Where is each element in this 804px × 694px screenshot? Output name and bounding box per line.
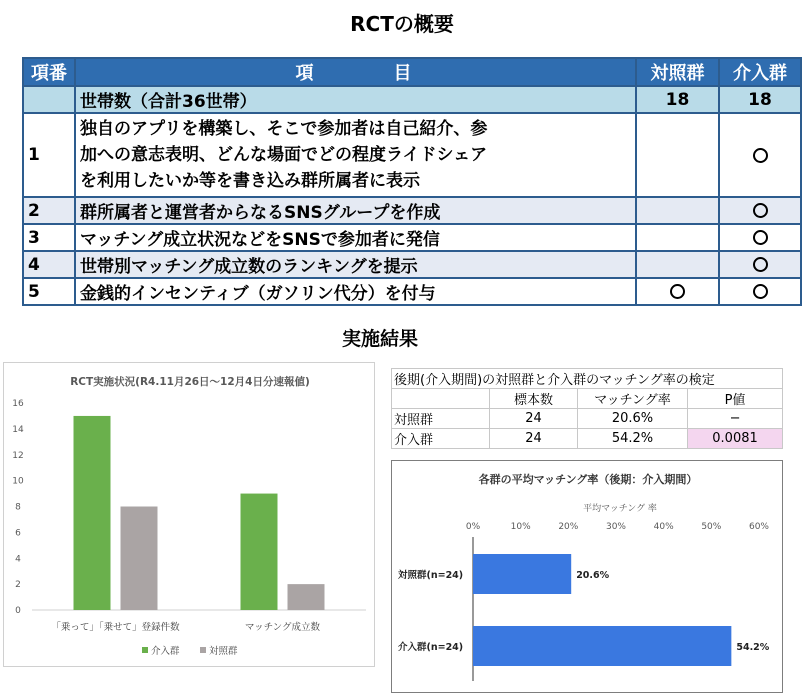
chart-title: RCT実施状況(R4.11月26日〜12月4日分速報値): [70, 376, 310, 388]
matching-rate-chart-svg: [392, 461, 784, 694]
x-tick-label: マッチング成立数: [245, 622, 320, 633]
row-control-cell: [636, 278, 719, 305]
axis-label: 平均マッチング 率: [583, 504, 657, 514]
overview-title: RCTの概要: [350, 12, 454, 36]
row-text-line: 加への意志表明、どんな場面でどの程度ライドシェア: [80, 145, 488, 165]
stats-group: 介入群: [392, 429, 490, 449]
bar: [121, 507, 158, 611]
check-circle-icon: [753, 284, 768, 299]
stats-pvalue: 0.0081: [688, 429, 783, 449]
table-row: [23, 251, 801, 278]
y-tick-label: 0: [15, 606, 21, 616]
chart-legend: [142, 645, 238, 657]
data-label: 20.6%: [576, 570, 610, 581]
header-item: 項目: [75, 58, 636, 86]
row-text: マッチング成立状況などをSNSで参加者に発信: [75, 224, 636, 251]
legend-swatch: [142, 647, 148, 653]
y-tick-label: 8: [15, 502, 21, 513]
x-tick-label: 60%: [748, 522, 770, 532]
table-row: [392, 429, 783, 449]
y-tick-label: 4: [15, 554, 21, 565]
row-number: 4: [23, 251, 75, 278]
row-text: 金銭的インセンティブ（ガソリン代分）を付与: [75, 278, 636, 305]
rct-status-bar-chart: [3, 362, 375, 667]
table-row: [23, 197, 801, 224]
row-text-line: を利用したいか等を書き込み群所属者に表示: [80, 171, 420, 191]
check-circle-icon: [670, 284, 685, 299]
row-number: 1: [23, 113, 75, 197]
row-intervention-cell: [719, 224, 801, 251]
stats-sample: 24: [490, 429, 578, 449]
stats-rate: 54.2%: [578, 429, 688, 449]
stats-rate: 20.6%: [578, 409, 688, 429]
row-number: 3: [23, 224, 75, 251]
y-tick-label: 12: [12, 450, 24, 461]
row-control-cell: [636, 197, 719, 224]
stats-group: 対照群: [392, 409, 490, 429]
bar: [473, 554, 571, 594]
table-header-row: [23, 58, 801, 86]
matching-rate-bar-chart: [391, 460, 783, 693]
rct-status-chart-svg: [4, 363, 376, 668]
y-tick-label: 2: [15, 580, 21, 591]
stats-test-table: [391, 368, 783, 449]
total-num: [23, 86, 75, 113]
table-row: [23, 278, 801, 305]
table-row: [23, 224, 801, 251]
header-number: 項番: [23, 58, 75, 86]
stats-pvalue: −: [688, 409, 783, 429]
data-label: 54.2%: [736, 642, 770, 653]
table-row: [23, 113, 801, 197]
row-intervention-cell: [719, 278, 801, 305]
check-circle-icon: [753, 230, 768, 245]
y-tick-label: 介入群(n=24): [398, 642, 464, 653]
x-tick-label: 50%: [701, 522, 722, 532]
stats-header-blank: [392, 389, 490, 409]
row-number: 2: [23, 197, 75, 224]
stats-header-rate: マッチング率: [578, 389, 688, 409]
chart-bars: [473, 554, 770, 666]
y-tick-label: 対照群(n=24): [398, 570, 464, 581]
x-tick-label: 「乗って」「乗せて」登録件数: [51, 622, 180, 633]
bar: [74, 416, 111, 610]
total-row: [23, 86, 801, 113]
stats-caption: 後期(介入期間)の対照群と介入群のマッチング率の検定: [392, 369, 783, 389]
row-control-cell: [636, 113, 719, 197]
chart-bars: [74, 416, 325, 610]
y-tick-label: 10: [12, 476, 24, 487]
x-tick-label: 20%: [558, 522, 579, 532]
row-text-line: 独自のアプリを構築し、そこで参加者は自己紹介、参: [80, 119, 488, 139]
x-tick-label: 10%: [510, 522, 531, 532]
row-text: [75, 113, 636, 197]
row-number: 5: [23, 278, 75, 305]
stats-caption-row: [392, 369, 783, 389]
row-control-cell: [636, 224, 719, 251]
stats-header-sample: 標本数: [490, 389, 578, 409]
bar: [288, 584, 325, 610]
total-intervention: 18: [719, 86, 801, 113]
stats-header-row: [392, 389, 783, 409]
row-intervention-cell: [719, 197, 801, 224]
row-intervention-cell: [719, 251, 801, 278]
results-title: 実施結果: [341, 328, 418, 350]
row-control-cell: [636, 251, 719, 278]
header-control: 対照群: [636, 58, 719, 86]
stats-sample: 24: [490, 409, 578, 429]
bar: [241, 494, 278, 610]
total-control: 18: [636, 86, 719, 113]
row-intervention-cell: [719, 113, 801, 197]
y-tick-label: 14: [12, 424, 24, 435]
legend-label: 対照群: [209, 646, 238, 657]
chart-title: 各群の平均マッチング率（後期：介入期間）: [478, 473, 698, 486]
x-tick-label: 40%: [653, 522, 674, 532]
bar: [473, 626, 731, 666]
row-text: 群所属者と運営者からなるSNSグループを作成: [75, 197, 636, 224]
legend-label: 介入群: [151, 646, 180, 657]
x-tick-label: 30%: [605, 522, 627, 532]
check-circle-icon: [753, 148, 768, 163]
y-tick-label: 6: [15, 528, 21, 539]
rct-overview-table: [22, 57, 802, 306]
legend-swatch: [200, 647, 206, 653]
header-intervention: 介入群: [719, 58, 801, 86]
row-text: 世帯別マッチング成立数のランキングを提示: [75, 251, 636, 278]
check-circle-icon: [753, 257, 768, 272]
stats-header-pvalue: P値: [688, 389, 783, 409]
total-label: 世帯数（合計36世帯）: [75, 86, 636, 113]
y-tick-label: 16: [12, 399, 24, 409]
table-row: [392, 409, 783, 429]
check-circle-icon: [753, 203, 768, 218]
x-tick-label: 0%: [465, 522, 481, 532]
